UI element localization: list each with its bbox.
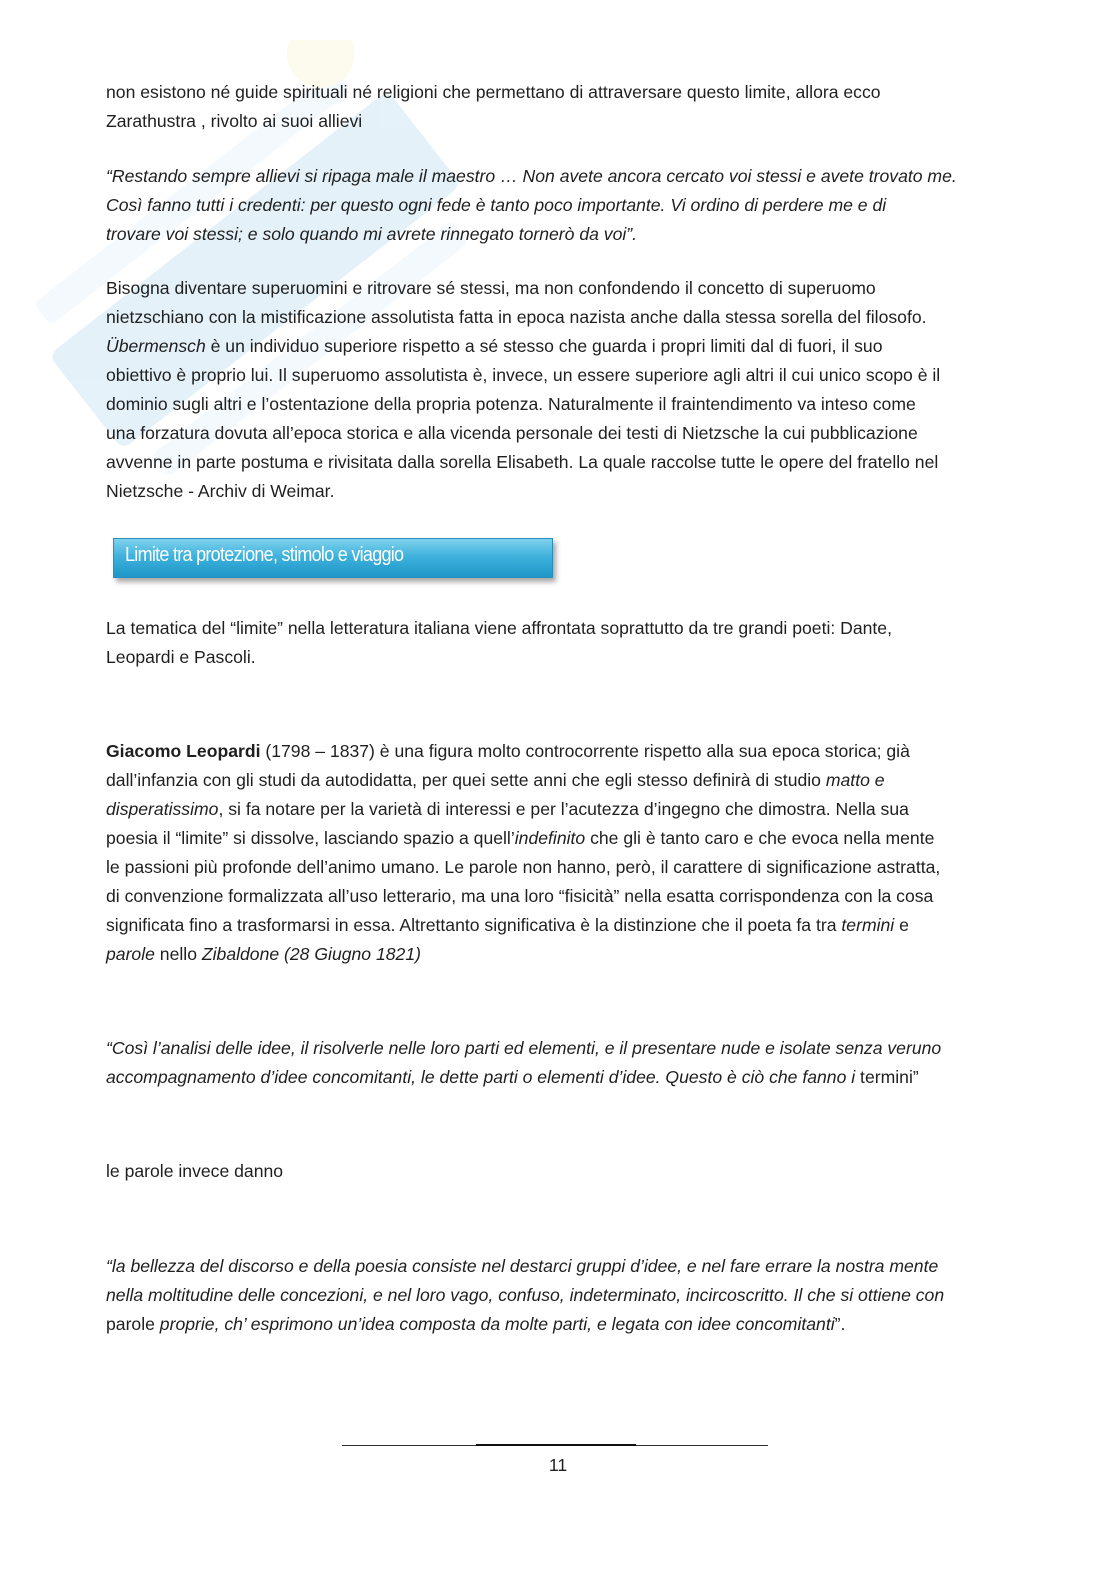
text-line: dall’infanzia con gli studi da autodidatta, per quei sette anni che egli stesso definirà di studio <box>106 770 826 790</box>
quote-line <box>106 1252 1006 1281</box>
paragraph-line <box>106 78 1006 107</box>
paragraph-line <box>106 274 1006 303</box>
paragraph-line <box>106 911 1006 940</box>
paragraph-line <box>106 477 1006 506</box>
quote-text: Così fanno tutti i credenti: per questo ogni fede è tanto poco importante. Vi ordino di perdere me e di <box>106 195 887 215</box>
italic-term: Übermensch <box>106 336 206 356</box>
text-line: poesia il “limite” si dissolve, lasciando spazio a quell’ <box>106 828 515 848</box>
quote-text: accompagnamento d’idee concomitanti, le dette parti o elementi d’idee. Questo è ciò che fanno i <box>106 1067 856 1087</box>
paragraph-line <box>106 361 1006 390</box>
text-line: Nietzsche - Archiv di Weimar. <box>106 481 335 501</box>
text-line: che gli è tanto caro e che evoca nella mente <box>585 828 935 848</box>
text-line: , si fa notare per la varietà di interessi e per l’acutezza d’ingegno che dimostra. Nella sua <box>218 799 909 819</box>
bold-name: Giacomo Leopardi <box>106 741 261 761</box>
text-line: ”. <box>834 1314 846 1334</box>
text-line: termini” <box>855 1067 919 1087</box>
italic-term: parole <box>106 944 155 964</box>
text-line: avvenne in parte postuma e rivisitata dalla sorella Elisabeth. La quale raccolse tutte le opere del fratello nel <box>106 452 939 472</box>
text-line: Leopardi e Pascoli. <box>106 647 256 667</box>
italic-term: indefinito <box>514 828 586 848</box>
quote-text: “Restando sempre allievi si ripaga male il maestro … Non avete ancora cercato voi stessi e avete trovato me. <box>106 166 957 186</box>
text-line: e <box>894 915 909 935</box>
paragraph-line <box>106 737 1006 766</box>
paragraph-line <box>106 419 1006 448</box>
section-heading-label: Limite tra protezione, stimolo e viaggio <box>125 544 404 566</box>
text-line: (1798 – 1837) è una figura molto controcorrente rispetto alla sua epoca storica; già <box>260 741 910 761</box>
paragraph-line <box>106 332 1006 361</box>
text-line: è un individuo superiore rispetto a sé stesso che guarda i propri limiti dal di fuori, il suo <box>205 336 883 356</box>
quote-text: “Così l’analisi delle idee, il risolverle nelle loro parti ed elementi, e il presentare nude e isolate senza veruno <box>106 1038 942 1058</box>
quote-line <box>106 1063 1006 1092</box>
text-line: Bisogna diventare superuomini e ritrovare sé stessi, ma non confondendo il concetto di superuomo <box>106 278 876 298</box>
section-heading <box>113 538 553 578</box>
text-line: una forzatura dovuta all’epoca storica e alla vicenda personale dei testi di Nietzsche la cui pubblicazione <box>106 423 918 443</box>
paragraph-line <box>106 614 1006 643</box>
paragraph-line <box>106 448 1006 477</box>
text-line: parole <box>106 1314 160 1334</box>
paragraph-line <box>106 853 1006 882</box>
quote-text: trovare voi stessi; e solo quando mi avrete rinnegato tornerò da voi”. <box>106 224 638 244</box>
quote-line <box>106 1281 1006 1310</box>
italic-term: termini <box>841 915 895 935</box>
text-line: Zarathustra , rivolto ai suoi allievi <box>106 111 363 131</box>
paragraph-line <box>106 824 1006 853</box>
quote-text: nella moltitudine delle concezioni, e nel loro vago, confuso, indeterminato, incircoscritto. Il che si ottiene con <box>106 1285 945 1305</box>
paragraph-line <box>106 390 1006 419</box>
paragraph-line <box>106 940 1006 969</box>
paragraph-line <box>106 795 1006 824</box>
quote-line <box>106 191 1006 220</box>
italic-term: matto e <box>825 770 885 790</box>
text-line: La tematica del “limite” nella letteratura italiana viene affrontata soprattutto da tre grandi poeti: Dante, <box>106 618 892 638</box>
text-line: obiettivo è proprio lui. Il superuomo assolutista è, invece, un essere superiore agli altri il cui unico scopo è il <box>106 365 941 385</box>
text-line: dominio sugli altri e l’ostentazione della propria potenza. Naturalmente il fraintendimento va inteso come <box>106 394 916 414</box>
quote-line <box>106 1310 1006 1339</box>
paragraph-line <box>106 643 1006 672</box>
paragraph-line <box>106 1157 1006 1186</box>
text-line: non esistono né guide spirituali né religioni che permettano di attraversare questo limite, allora ecco <box>106 82 881 102</box>
footer-rule-accent <box>476 1444 636 1446</box>
paragraph-line <box>106 107 1006 136</box>
paragraph-line <box>106 303 1006 332</box>
text-line: di convenzione formalizzata all’uso letterario, ma una loro “fisicità” nella esatta corrispondenza con la cosa <box>106 886 934 906</box>
text-line: nello <box>154 944 202 964</box>
quote-line <box>106 220 1006 249</box>
quote-text: proprie, ch’ esprimono un’idea composta da molte parti, e legata con idee concomitanti <box>159 1314 835 1334</box>
text-line: significata fino a trasformarsi in essa. Altrettanto significativa è la distinzione che il poeta fa tra <box>106 915 842 935</box>
text-line: le passioni più profonde dell’animo umano. Le parole non hanno, però, il carattere di significazione astratta, <box>106 857 941 877</box>
text-line: le parole invece danno <box>106 1161 284 1181</box>
paragraph-line <box>106 882 1006 911</box>
text-line: nietzschiano con la mistificazione assolutista fatta in epoca nazista anche dalla stessa sorella del filosofo. <box>106 307 927 327</box>
quote-line <box>106 1034 1006 1063</box>
page-number: 11 <box>548 1455 568 1475</box>
italic-term: disperatissimo <box>106 799 219 819</box>
quote-line <box>106 162 1006 191</box>
quote-text: “la bellezza del discorso e della poesia consiste nel destarci gruppi d’idee, e nel fare errare la nostra mente <box>106 1256 939 1276</box>
italic-term: Zibaldone (28 Giugno 1821) <box>201 944 421 964</box>
paragraph-line <box>106 766 1006 795</box>
